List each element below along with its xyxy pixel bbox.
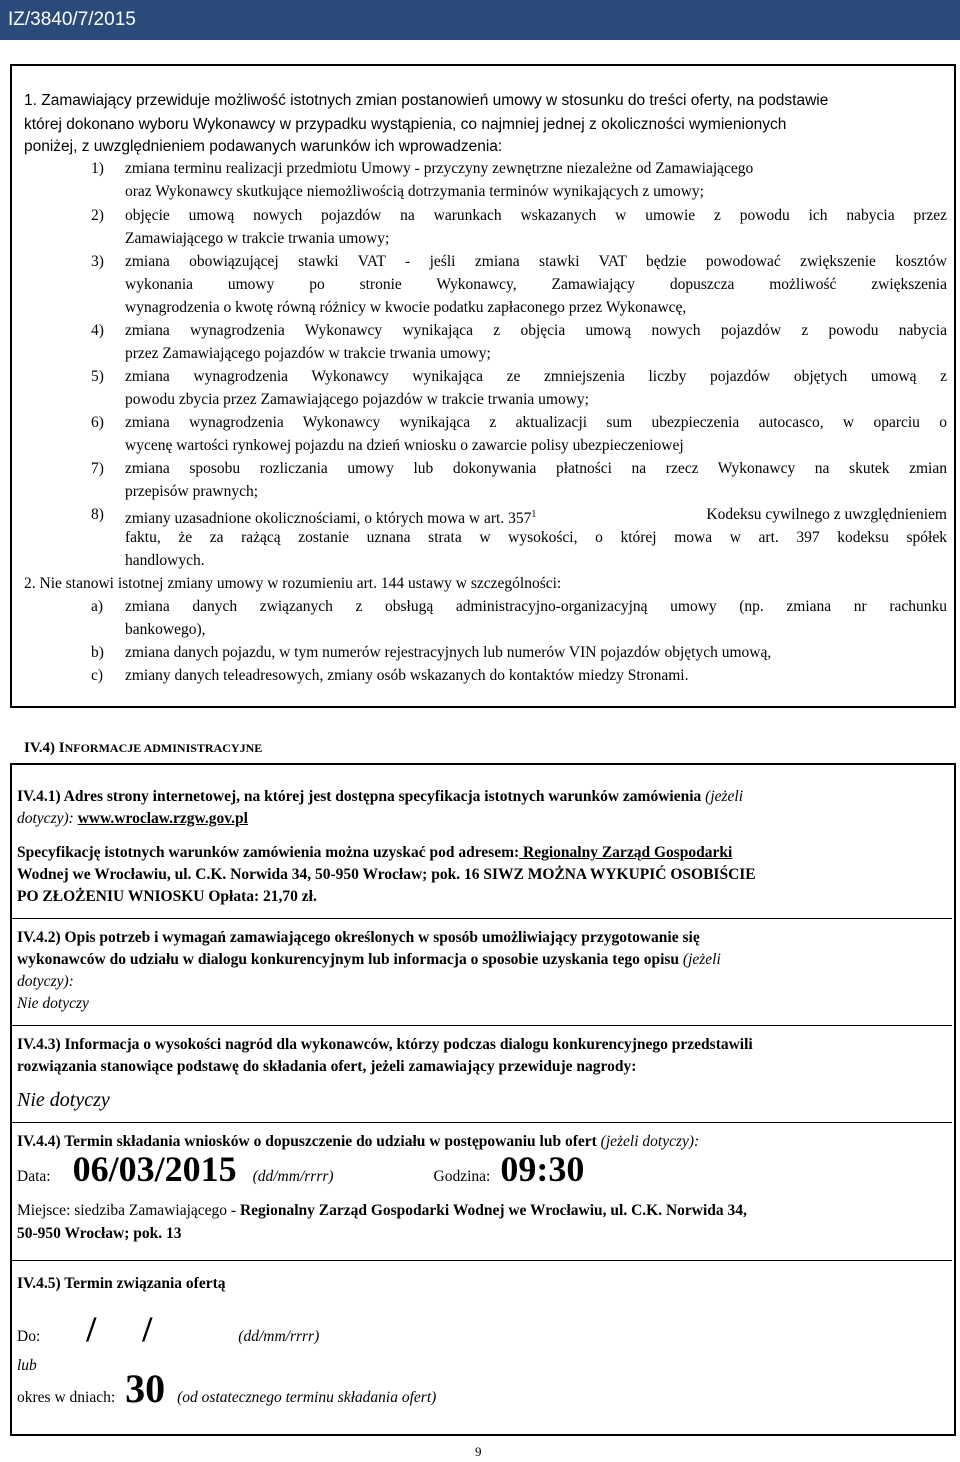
section-4-4-2-title: IV.4.2) Opis potrzeb i wymagań zamawiającego określonych w sposób umożliwiający przygotowanie się (17, 929, 700, 946)
spec-address-line-2: Wodnej we Wrocławiu, ul. C.K. Norwida 34, 50-950 Wrocław; pok. 16 SIWZ MOŻNA WYKUPIĆ OSOBIŚCIE (17, 866, 756, 883)
divider (10, 918, 952, 919)
date-label: Data: (17, 1168, 51, 1185)
list-item-number: 6) (91, 414, 104, 431)
place-line-2: 50-950 Wrocław; pok. 13 (17, 1225, 182, 1242)
list-item-line: zmiana danych pojazdu, w tym numerów rejestracyjnych lub numerów VIN pojazdów objętych umową, (125, 644, 772, 661)
deadline-date: 06/03/2015 (72, 1149, 237, 1189)
intro-line-2: której dokonano wyboru Wykonawcy w przypadku wystąpienia, co najmniej jednej z okoliczności wymienionych (24, 116, 787, 133)
intro-line-3: poniżej, z uwzględnieniem podawanych warunków ich wprowadzenia: (24, 138, 503, 155)
spec-url-line: dotyczy): www.wroclaw.rzgw.gov.pl (17, 810, 248, 827)
list-item-number: a) (91, 598, 104, 615)
document-header (0, 0, 960, 40)
list-item-line: bankowego), (125, 621, 206, 638)
list-item-line: zmiana danych związanych z obsługą administracyjno-organizacyjną umowy (np. zmiana nr rachunku (125, 598, 947, 615)
list-item-number: 5) (91, 368, 104, 385)
section-4-4-3-title: IV.4.3) Informacja o wysokości nagród dla wykonawców, którzy podczas dialogu konkurencyjnego przedstawili (17, 1036, 753, 1053)
list-item-number: 8) (91, 506, 104, 523)
section-4-4-2-line-2: wykonawców do udziału w dialogu konkurencyjnym lub informacja o sposobie uzyskania tego opisu (jeżeli (17, 951, 721, 968)
section-4-4-1-title: IV.4.1) Adres strony internetowej, na której jest dostępna specyfikacja istotnych warunków zamówienia (jeżeli (17, 788, 744, 805)
time-label: Godzina: (433, 1168, 491, 1185)
list-item-line: oraz Wykonawcy skutkujące niemożliwością dotrzymania terminów wynikających z umowy; (125, 183, 704, 200)
divider (10, 1260, 952, 1261)
date-format: (dd/mm/rrrr) (238, 1328, 320, 1345)
list-item-line: przez Zamawiającego pojazdów w trakcie trwania umowy; (125, 345, 491, 362)
list-item-line: powodu zbycia przez Zamawiającego pojazdów w trakcie trwania umowy; (125, 391, 589, 408)
list-item-line: zmiany uzasadnione okolicznościami, o których mowa w art. $357^1$ Kodeksu cywilnego z uwzględnieniem (125, 506, 947, 528)
list-item-number: 2) (91, 207, 104, 224)
date-slash: / (142, 1309, 153, 1349)
validity-date-row (17, 1309, 320, 1349)
list-item-line: zmiana terminu realizacji przedmiotu Umowy - przyczyny zewnętrzne niezależne od Zamawiającego (125, 160, 754, 177)
spec-url-link[interactable]: www.wroclaw.rzgw.gov.pl (77, 810, 248, 827)
section-4-4-2-value: Nie dotyczy (17, 995, 89, 1012)
section-4-4-4-title: IV.4.4) Termin składania wniosków o dopuszczenie do udziału w postępowaniu lub ofert (jeżeli dotyczy): (17, 1133, 700, 1150)
days-label: okres w dniach: (17, 1389, 116, 1406)
list-item-line: wykonania umowy po stronie Wykonawcy, Zamawiający dopuszcza możliwość zwiększenia (125, 276, 947, 293)
list-item-line: przepisów prawnych; (125, 483, 258, 500)
list-item-line: wycenę wartości rynkowej pojazdu na dzień wniosku o zawarcie polisy ubezpieczeniowej (125, 437, 684, 454)
section-4-4-3-value: Nie dotyczy (17, 1089, 110, 1111)
place-line-1: Miejsce: siedziba Zamawiającego - Regionalny Zarząd Gospodarki Wodnej we Wrocławiu, ul. C.K. Norwida 34, (17, 1202, 747, 1219)
lub-label: lub (17, 1357, 37, 1374)
list-item-number: 4) (91, 322, 104, 339)
list-item-line: faktu, że za rażącą zostanie uznana strata w wysokości, o której mowa w art. 397 kodeksu spółek (125, 529, 947, 546)
validity-days: 30 (125, 1366, 166, 1411)
list-item-number: 7) (91, 460, 104, 477)
date-format: (dd/mm/rrrr) (252, 1168, 334, 1185)
page-number: 9 (475, 1444, 482, 1459)
list-item-number: c) (91, 667, 104, 684)
section-title: IV.4) INFORMACJE ADMINISTRACYJNE (24, 740, 263, 756)
list-item-line: objęcie umową nowych pojazdów na warunkach wskazanych w umowie z powodu ich nabycia przez (125, 207, 947, 224)
document-id: IZ/3840/7/2015 (8, 9, 136, 30)
spec-address-line-1: Specyfikację istotnych warunków zamówienia można uzyskać pod adresem: Regionalny Zarząd Gospodarki (17, 844, 733, 861)
section-4-4-5-title: IV.4.5) Termin związania ofertą (17, 1275, 226, 1292)
list-item-line: zmiany danych teleadresowych, zmiany osób wskazanych do kontaktów miedzy Stronami. (125, 667, 689, 684)
deadline-time: 09:30 (500, 1149, 585, 1189)
list-item-line: zmiana sposobu rozliczania umowy lub dokonywania płatności na rzecz Wykonawcy na skutek zmian (125, 460, 947, 477)
date-slash: / (86, 1309, 97, 1349)
list-item-line: zmiana wynagrodzenia Wykonawcy wynikająca z aktualizacji sum ubezpieczenia autocasco, w oparciu o (125, 414, 947, 431)
list-item-line: Zamawiającego w trakcie trwania umowy; (125, 230, 390, 247)
deadline-row (17, 1149, 585, 1189)
list-item-number: b) (91, 644, 104, 661)
list-item-line: zmiana obowiązującej stawki VAT - jeśli zmiana stawki VAT będzie powodować zwiększenie kosztów (125, 253, 947, 270)
intro-line-1: 1. Zamawiający przewiduje możliwość istotnych zmian postanowień umowy w stosunku do treści oferty, na podstawie (24, 92, 829, 109)
list-item-line: zmiana wynagrodzenia Wykonawcy wynikająca z objęcia umową nowych pojazdów z powodu nabycia (125, 322, 947, 339)
list-item-line: zmiana wynagrodzenia Wykonawcy wynikająca ze zmniejszenia liczby pojazdów objętych umową z (125, 368, 947, 385)
do-label: Do: (17, 1328, 41, 1345)
spec-address-line-3: PO ZŁOŻENIU WNIOSKU Opłata: 21,70 zł. (17, 888, 317, 905)
list-item-number: 1) (91, 160, 104, 177)
divider (10, 1025, 952, 1026)
list-item-line: handlowych. (125, 552, 205, 569)
list-item-number: 3) (91, 253, 104, 270)
list-item-line: wynagrodzenia o kwotę równą różnicy w kwocie podatku zapłaconego przez Wykonawcę, (125, 299, 687, 316)
point-2-text: 2. Nie stanowi istotnej zmiany umowy w rozumieniu art. 144 ustawy w szczególności: (24, 575, 562, 592)
days-note: (od ostatecznego terminu składania ofert) (177, 1389, 437, 1406)
section-4-4-2-note: dotyczy): (17, 973, 74, 990)
section-4-4-3-line-2: rozwiązania stanowiące podstawę do składania ofert, jeżeli zamawiający przewiduje nagrody: (17, 1058, 637, 1075)
validity-days-row (17, 1366, 437, 1411)
divider (10, 1122, 952, 1123)
